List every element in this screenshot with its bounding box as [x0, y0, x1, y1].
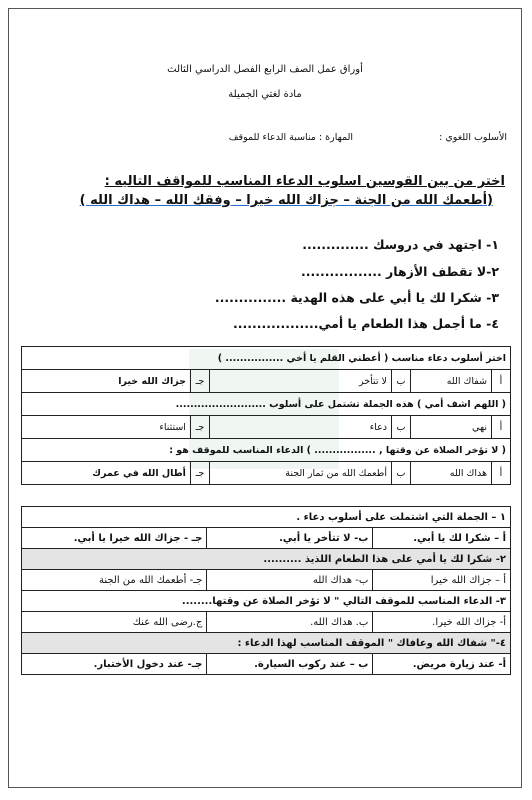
choice[interactable]: دعاء: [209, 416, 391, 439]
header-title: أوراق عمل الصف الرابع الفصل الدراسي الثالث: [167, 64, 363, 75]
choice[interactable]: هداك الله: [410, 462, 491, 485]
section1-item: ٤- ما أجمل هذا الطعام يا أمي..................: [233, 316, 499, 331]
choice[interactable]: أ- جزاك الله خيرا.: [373, 612, 511, 633]
choice[interactable]: أ – جزاك الله خيرا: [373, 570, 511, 591]
choice[interactable]: نهي: [410, 416, 491, 439]
choice[interactable]: ب- هداك الله: [207, 570, 373, 591]
choice[interactable]: أ- عند زيارة مريض.: [373, 654, 511, 675]
skill-label: المهارة : مناسبة الدعاء للموقف: [228, 132, 353, 143]
table1-question: اختر أسلوب دعاء مناسب ( أعطني القلم يا أخي ................ ): [22, 347, 511, 370]
table1-question: ( اللهم اشف أمي ) هذه الجملة تشتمل على أسلوب .........................: [22, 393, 511, 416]
choice[interactable]: جـ- أطعمك الله من الجنة: [22, 570, 207, 591]
section1-item: ١- اجتهد في دروسك ..............: [302, 237, 499, 252]
section1-item: ٣- شكرا لك يا أبي على هذه الهدية ...............: [214, 290, 499, 305]
header-subject: مادة لغتي الجميلة: [228, 89, 302, 100]
choice[interactable]: لا تتأخر: [209, 370, 391, 393]
choice[interactable]: ب- لا تتأخر يا أبي.: [207, 528, 373, 549]
table2-question: ١ – الجملة التي اشتملت على أسلوب دعاء .: [22, 507, 511, 528]
choice[interactable]: شفاك الله: [410, 370, 491, 393]
table2-question: ٢- شكرا لك يا أمي على هذا الطعام اللذيذ ..........: [22, 549, 511, 570]
choice[interactable]: ب – عند ركوب السيارة.: [207, 654, 373, 675]
section1-title: اختر من بين القوسين اسلوب الدعاء المناسب للمواقف التاليه :: [104, 174, 505, 189]
choice[interactable]: ج.رضى الله عنك: [22, 612, 207, 633]
choice[interactable]: أ – شكرا لك يا أبي.: [373, 528, 511, 549]
worksheet-page: [8, 8, 522, 788]
section1-item: ٢-لا تقطف الأزهار .................: [300, 264, 499, 279]
table1-question: ( لا تؤخر الصلاة عن وقتها , ................. ) الدعاء المناسب للموقف هو :: [22, 439, 511, 462]
mcq-table-1: اختر أسلوب دعاء مناسب ( أعطني القلم يا أخي ................ ) أ شفاك الله ب لا تتأخر جـ جزاك الله خيرا ( اللهم اشف أمي ) هذه الجملة تشتمل على أسلوب ......................... أ نهي ب دعاء جـ استثناء ( لا تؤخر الصلاة عن وقتها , ................. ) الدعاء المناسب للموقف هو : أ هداك الله ب أطعمك الله من ثمار الجنة جـ أطال الله في عمرك: [21, 346, 511, 485]
choice[interactable]: أطال الله في عمرك: [22, 462, 191, 485]
choice[interactable]: استثناء: [22, 416, 191, 439]
choice[interactable]: جزاك الله خيرا: [22, 370, 191, 393]
mcq-table-2: [21, 506, 511, 675]
choice[interactable]: ب. هداك الله.: [207, 612, 373, 633]
choice[interactable]: جـ - جزاك الله خيرا يا أبي.: [22, 528, 207, 549]
section1-options: (أطعمك الله من الجنة – جزاك الله خيرا – وفقك الله – هداك الله ): [79, 193, 493, 208]
table2-question: ٣- الدعاء المناسب للموقف التالي " لا تؤخر الصلاة عن وقتها........: [22, 591, 511, 612]
table2-question: ٤-" شفاك الله وعافاك " الموقف المناسب لهذا الدعاء :: [22, 633, 511, 654]
style-label: الأسلوب اللغوي :: [439, 132, 507, 143]
choice[interactable]: أطعمك الله من ثمار الجنة: [209, 462, 391, 485]
choice[interactable]: جـ- عند دخول الأختبار.: [22, 654, 207, 675]
